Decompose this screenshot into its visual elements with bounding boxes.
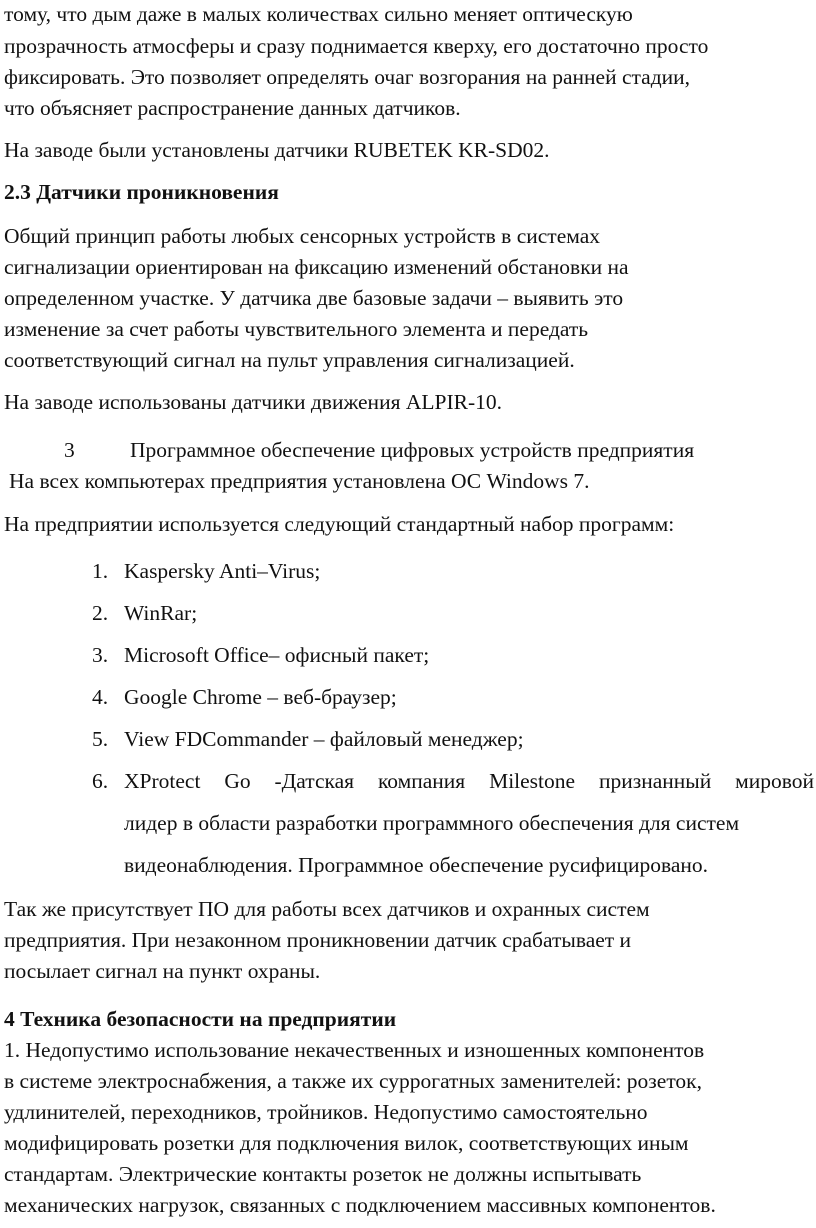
text-line: в системе электроснабжения, а также их суррогатных заменителей: розеток, xyxy=(4,1069,703,1093)
heading-safety: 4 Техника безопасности на предприятии xyxy=(4,1007,397,1031)
text-line: Так же присутствует ПО для работы всех датчиков и охранных систем xyxy=(4,897,650,921)
list-number: 4. xyxy=(92,685,109,709)
text-line: что объясняет распространение данных датчиков. xyxy=(4,96,461,120)
paragraph-motion-detectors: На заводе использованы датчики движения ALPIR-10. xyxy=(4,390,502,414)
heading-title: Программное обеспечение цифровых устройств предприятия xyxy=(130,438,695,462)
text-line: тому, что дым даже в малых количествах сильно меняет оптическую xyxy=(4,2,633,26)
paragraph-os: На всех компьютерах предприятия установлена ОС Windows 7. xyxy=(9,469,590,493)
list-number: 5. xyxy=(92,727,109,751)
list-text: XProtect Go -Датская компания Milestone признанный мировой xyxy=(124,769,814,793)
list-text: WinRar; xyxy=(124,601,198,625)
text-line: механических нагрузок, связанных с подключением массивных компонентов. xyxy=(4,1193,716,1217)
text-line: сигнализации ориентирован на фиксацию изменений обстановки на xyxy=(4,255,629,279)
heading-intrusion-detectors: 2.3 Датчики проникновения xyxy=(4,180,279,204)
list-text: Google Chrome – веб-браузер; xyxy=(124,685,397,709)
list-number: 3. xyxy=(92,643,109,667)
list-text: View FDCommander – файловый менеджер; xyxy=(124,727,524,751)
list-text: Microsoft Office– офисный пакет; xyxy=(124,643,430,667)
text-line: удлинителей, переходников, тройников. Недопустимо самостоятельно xyxy=(4,1100,648,1124)
text-line: определенном участке. У датчика две базовые задачи – выявить это xyxy=(4,286,624,310)
list-text: видеонаблюдения. Программное обеспечение русифицировано. xyxy=(124,853,709,877)
text-line: 1. Недопустимо использование некачественных и изношенных компонентов xyxy=(4,1038,705,1062)
list-text: Kaspersky Anti–Virus; xyxy=(124,559,321,583)
heading-number: 3 xyxy=(64,438,75,462)
text-line: стандартам. Электрические контакты розеток не должны испытывать xyxy=(4,1162,642,1186)
text-line: прозрачность атмосферы и сразу поднимается кверху, его достаточно просто xyxy=(4,34,709,58)
text-line: предприятия. При незаконном проникновении датчик срабатывает и xyxy=(4,928,632,952)
paragraph-software-intro: На предприятии используется следующий стандартный набор программ: xyxy=(4,512,675,536)
list-number: 6. xyxy=(92,769,109,793)
text-line: изменение за счет работы чувствительного элемента и передать xyxy=(4,317,589,341)
text-line: посылает сигнал на пункт охраны. xyxy=(4,959,321,983)
text-line: фиксировать. Это позволяет определять очаг возгорания на ранней стадии, xyxy=(4,65,691,89)
text-line: Общий принцип работы любых сенсорных устройств в системах xyxy=(4,224,600,248)
list-number: 2. xyxy=(92,601,109,625)
paragraph-installed-detectors: На заводе были установлены датчики RUBETEK KR-SD02. xyxy=(4,138,550,162)
list-number: 1. xyxy=(92,559,109,583)
text-line: соответствующий сигнал на пульт управления сигнализацией. xyxy=(4,348,575,372)
list-text: лидер в области разработки программного обеспечения для систем xyxy=(124,811,740,835)
text-line: модифицировать розетки для подключения вилок, соответствующих иным xyxy=(4,1131,689,1155)
